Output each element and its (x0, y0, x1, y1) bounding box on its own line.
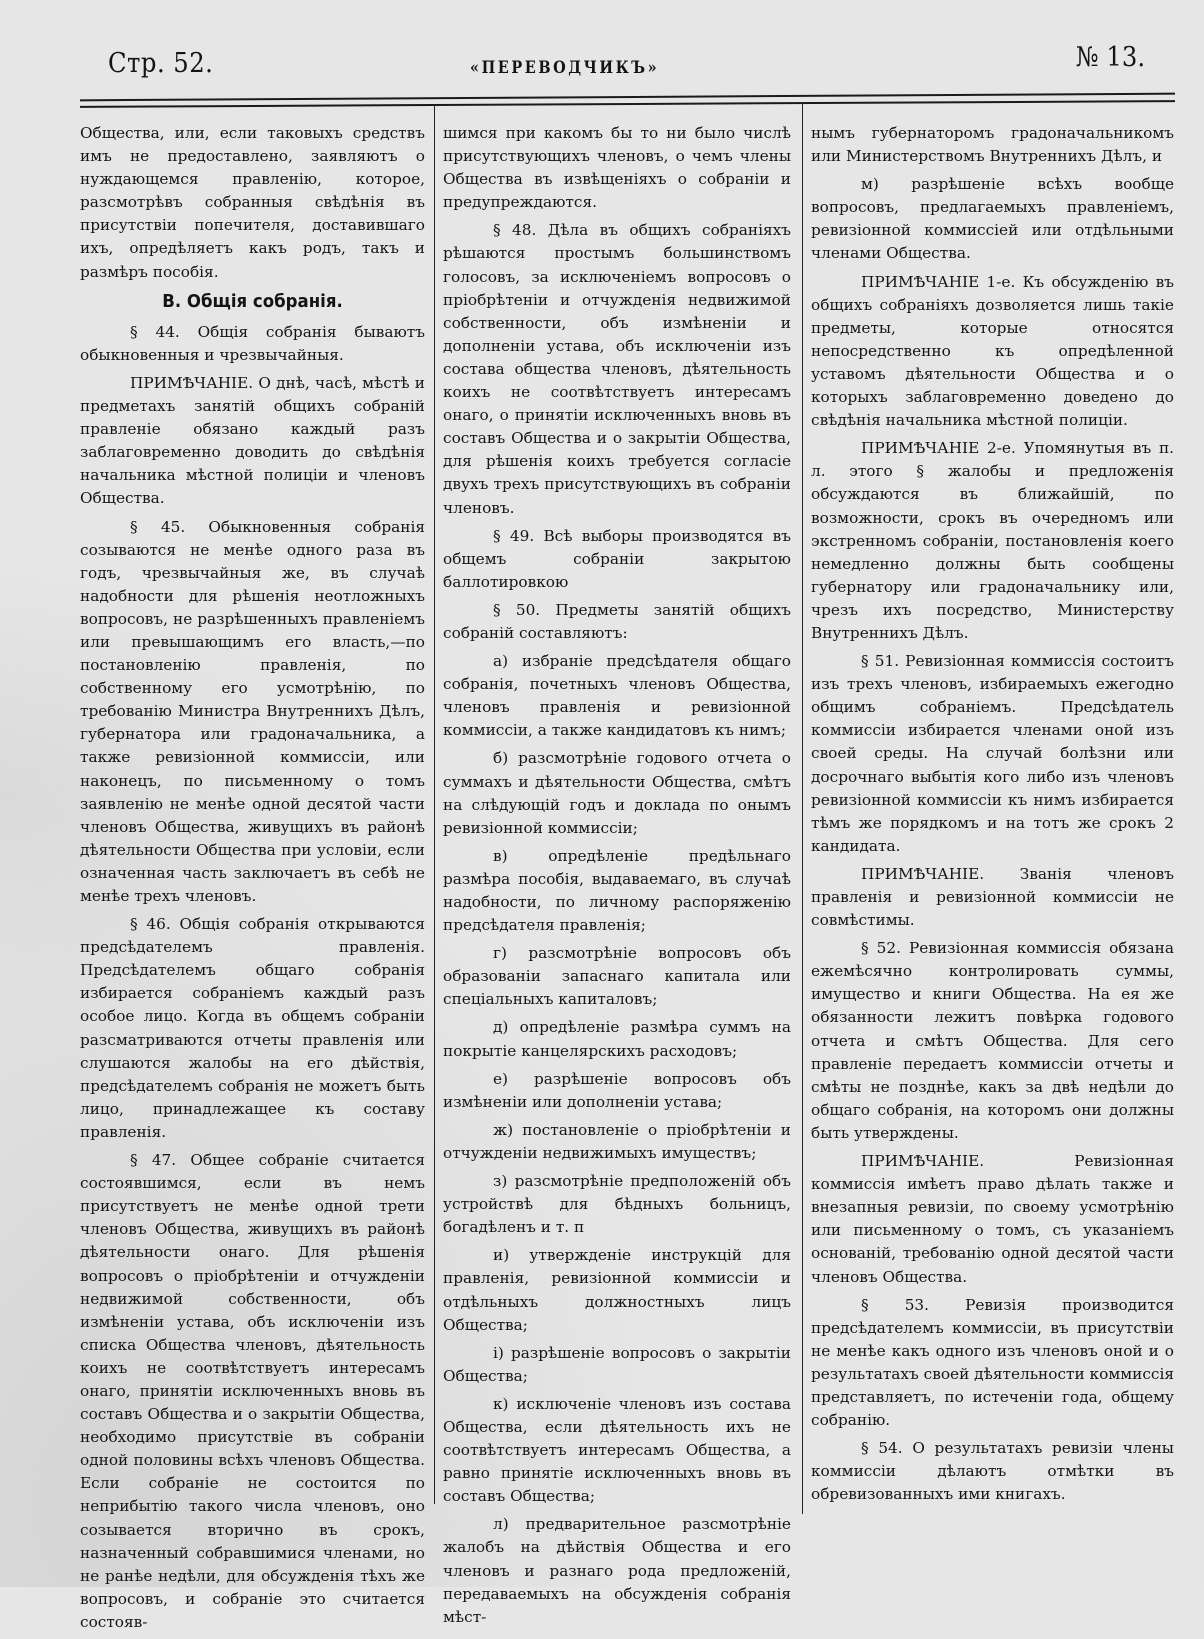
section-heading: В. Общія собранія. (162, 290, 343, 312)
paragraph: д) опредѣленіе размѣра суммъ на покрытіе канцелярскихъ расходовъ; (443, 1018, 791, 1060)
paragraph: § 46. Общія собранія открываются предсѣдателемъ правленія. Предсѣдателемъ общаго собранія избирается собраніемъ каждый разъ особое лицо. Когда въ общемъ собраніи разсматриваются отчеты правленія или слушаются жалобы на его дѣйствія, предсѣдателемъ собранія не можетъ быть лицо, принадлежащее къ составу правленія. (80, 915, 425, 1141)
paragraph: § 49. Всѣ выборы производятся въ общемъ собраніи закрытою баллотировкою (443, 526, 791, 591)
paragraph: § 47. Общее собраніе считается состоявшимся, если въ немъ присутствуетъ не менѣе одной трети членовъ Общества, живущихъ въ районѣ дѣятельности онаго. Для рѣшенія вопросовъ о пріобрѣтеніи и отчужденіи недвижимой собственности, объ измѣненіи устава, объ исключеніи изъ списка Общества членовъ, дѣятельность коихъ не соотвѣтствуетъ интересамъ онаго, принятіи исключенныхъ вновь въ составъ Общества и о закрытіи Общества, необходимо присутствіе въ собраніи одной половины всѣхъ членовъ Общества. Если собраніе не состоится по неприбытію такого числа членовъ, оно созывается вторично въ срокъ, назначенный собравшимися членами, но не ранѣе недѣли, для обсужденія тѣхъ же вопросовъ, и собраніе это считается состояв- (80, 1151, 425, 1631)
paragraph: ПРИМѢЧАНІЕ. Ревизіонная коммиссія имѣетъ право дѣлать также и внезапныя ревизіи, по своему усмотрѣнію или письменному о томъ, съ указаніемъ основаній, требованію одной десятой части членовъ Общества. (811, 1152, 1174, 1286)
text-column-1 (80, 122, 425, 1639)
paragraph: Общества, или, если таковыхъ средствъ имъ не предоставлено, заявляютъ о нуждающемся правленію, которое, разсмотрѣвъ собранныя свѣдѣнія въ присутствіи попечителя, доставившаго ихъ, опредѣляетъ какъ родъ, такъ и размѣръ пособія. (80, 124, 425, 281)
paragraph: ж) постановленіе о пріобрѣтеніи и отчужденіи недвижимыхъ имуществъ; (443, 1120, 791, 1162)
paragraph: и) утвержденіе инструкцій для правленія, ревизіонной коммиссіи и отдѣльныхъ должностныхъ лицъ Общества; (443, 1246, 791, 1334)
header-rule-bottom (80, 100, 1175, 108)
text-column-2 (443, 122, 791, 1634)
paragraph: § 44. Общія собранія бываютъ обыкновенныя и чрезвычайныя. (80, 322, 425, 364)
paragraph: ПРИМѢЧАНІЕ. Званія членовъ правленія и ревизіонной коммиссіи не совмѣстимы. (811, 864, 1174, 930)
paragraph: § 53. Ревизія производится предсѣдателемъ коммиссіи, въ присутствіи не менѣе какъ одного изъ членовъ оной и о результатахъ своей дѣятельности коммиссія представляетъ, по истеченіи года, общему собранію. (811, 1295, 1174, 1430)
paragraph: шимся при какомъ бы то ни было числѣ присутствующихъ членовъ, о чемъ члены Общества въ извѣщеніяхъ о собраніи и предупреждаются. (443, 124, 791, 212)
page-header (80, 42, 1175, 88)
paragraph: л) предварительное разсмотрѣніе жалобъ на дѣйствія Общества и его членовъ и разнаго рода предложеній, передаваемыхъ на обсужденія собранія мѣст- (443, 1515, 791, 1626)
paragraph: в) опредѣленіе предѣльнаго размѣра пособія, выдаваемаго, въ случаѣ надобности, по личному распоряженію предсѣдателя правленія; (443, 846, 791, 935)
paragraph: а) избраніе предсѣдателя общаго собранія, почетныхъ членовъ Общества, членовъ правленія и ревизіонной коммиссіи, а также кандидатовъ къ нимъ; (443, 652, 791, 740)
paragraph: г) разсмотрѣніе вопросовъ объ образованіи запаснаго капитала или спеціальныхъ капиталовъ; (443, 944, 791, 1009)
masthead-title: «ПЕРЕВОДЧИКЪ» (470, 58, 660, 78)
paragraph: з) разсмотрѣніе предположеній объ устройствѣ для бѣдныхъ больницъ, богадѣленъ и т. п (443, 1172, 791, 1237)
paragraph: § 54. О результатахъ ревизіи члены коммиссіи дѣлаютъ отмѣтки въ обревизованныхъ ими книгахъ. (811, 1439, 1174, 1504)
paragraph: м) разрѣшеніе всѣхъ вообще вопросовъ, предлагаемыхъ правленіемъ, ревизіонной коммиссіей или отдѣльными членами Общества. (811, 175, 1174, 263)
paragraph: § 45. Обыкновенныя собранія созываются не менѣе одного раза въ годъ, чрезвычайныя же, въ случаѣ надобности для рѣшенія неотложныхъ вопросовъ, не разрѣшенныхъ правленіемъ или превышающимъ его власть,—по постановленію правленія, по собственному его усмотрѣнію, по требованію Министра Внутреннихъ Дѣлъ, губернатора или градоначальника, а также ревизіонной коммиссіи, или наконецъ, по письменному о томъ заявленію не менѣе одной десятой части членовъ Общества, живущихъ въ районѣ дѣятельности Общества при условіи, если означенная часть заключаетъ въ себѣ не менѣе трехъ членовъ. (80, 517, 425, 905)
paragraph: ПРИМѢЧАНІЕ 1-е. Къ обсужденію въ общихъ собраніяхъ дозволяется лишь такіе предметы, которые относятся непосредственно къ опредѣленной уставомъ дѣятельности Общества и о которыхъ заблаговременно доведено до свѣдѣнія начальника мѣстной полиціи. (811, 272, 1174, 430)
paragraph: ПРИМѢЧАНІЕ. О днѣ, часѣ, мѣстѣ и предметахъ занятій общихъ собраній правленіе обязано каждый разъ заблаговременно доводить до свѣдѣнія начальника мѣстной полиціи и членовъ Общества. (80, 373, 425, 508)
column-divider-1 (434, 104, 435, 1504)
issue-number: № 13. (1075, 42, 1145, 73)
paragraph: § 51. Ревизіонная коммиссія состоитъ изъ трехъ членовъ, избираемыхъ ежегодно общимъ собраніемъ. Предсѣдатель коммиссіи избирается членами оной изъ своей среды. На случай болѣзни или досрочнаго выбытія кого либо изъ членовъ ревизіонной коммиссіи къ нимъ избирается тѣмъ же порядкомъ и на тотъ же срокъ 2 кандидата. (811, 652, 1174, 855)
paragraph: б) разсмотрѣніе годового отчета о суммахъ и дѣятельности Общества, смѣтъ на слѣдующій годъ и доклада по онымъ ревизіонной коммиссіи; (443, 749, 791, 837)
page-number: Стр. 52. (108, 48, 214, 79)
paragraph: і) разрѣшеніе вопросовъ о закрытіи Общества; (443, 1343, 791, 1385)
column-divider-2 (802, 104, 803, 1514)
paragraph: § 48. Дѣла въ общихъ собраніяхъ рѣшаются простымъ большинствомъ голосовъ, за исключеніемъ вопросовъ о пріобрѣтеніи и отчужденія недвижимой собственности, объ измѣненіи и дополненіи устава, объ исключеніи изъ состава общества членовъ, дѣятельность коихъ не соотвѣтствуетъ интересамъ онаго, о принятіи исключенныхъ вновь въ составъ Общества и о закрытіи Общества, для рѣшенія коихъ требуется согласіе двухъ трехъ присутствующихъ въ собраніи членовъ. (443, 221, 791, 517)
text-column-3 (811, 122, 1174, 1511)
paragraph: нымъ губернаторомъ градоначальникомъ или Министерствомъ Внутреннихъ Дѣлъ, и (811, 124, 1174, 166)
paragraph: § 52. Ревизіонная коммиссія обязана ежемѣсячно контролировать суммы, имущество и книги Общества. На ея же обязанности лежитъ повѣрка годового отчета и смѣтъ Общества. Для сего правленіе передаетъ коммиссіи отчеты и смѣты не позднѣе, какъ за двѣ недѣли до общаго собранія, на которомъ они должны быть утверждены. (811, 939, 1174, 1142)
paragraph: е) разрѣшеніе вопросовъ объ измѣненіи или дополненіи устава; (443, 1069, 791, 1111)
paragraph: § 50. Предметы занятій общихъ собраній составляютъ: (443, 600, 791, 642)
paragraph: к) исключеніе членовъ изъ состава Общества, если дѣятельность ихъ не соотвѣтствуетъ интересамъ Общества, а равно принятіе исключенныхъ вновь въ составъ Общества; (443, 1394, 791, 1506)
paragraph: ПРИМѢЧАНІЕ 2-е. Упомянутыя въ п. л. этого § жалобы и предложенія обсуждаются въ ближайшій, по возможности, срокъ въ очередномъ или экстренномъ собраніи, постановленія коего немедленно должны быть сообщены губернатору или градоначальнику или, чрезъ ихъ посредство, Министерству Внутреннихъ Дѣлъ. (811, 439, 1174, 642)
